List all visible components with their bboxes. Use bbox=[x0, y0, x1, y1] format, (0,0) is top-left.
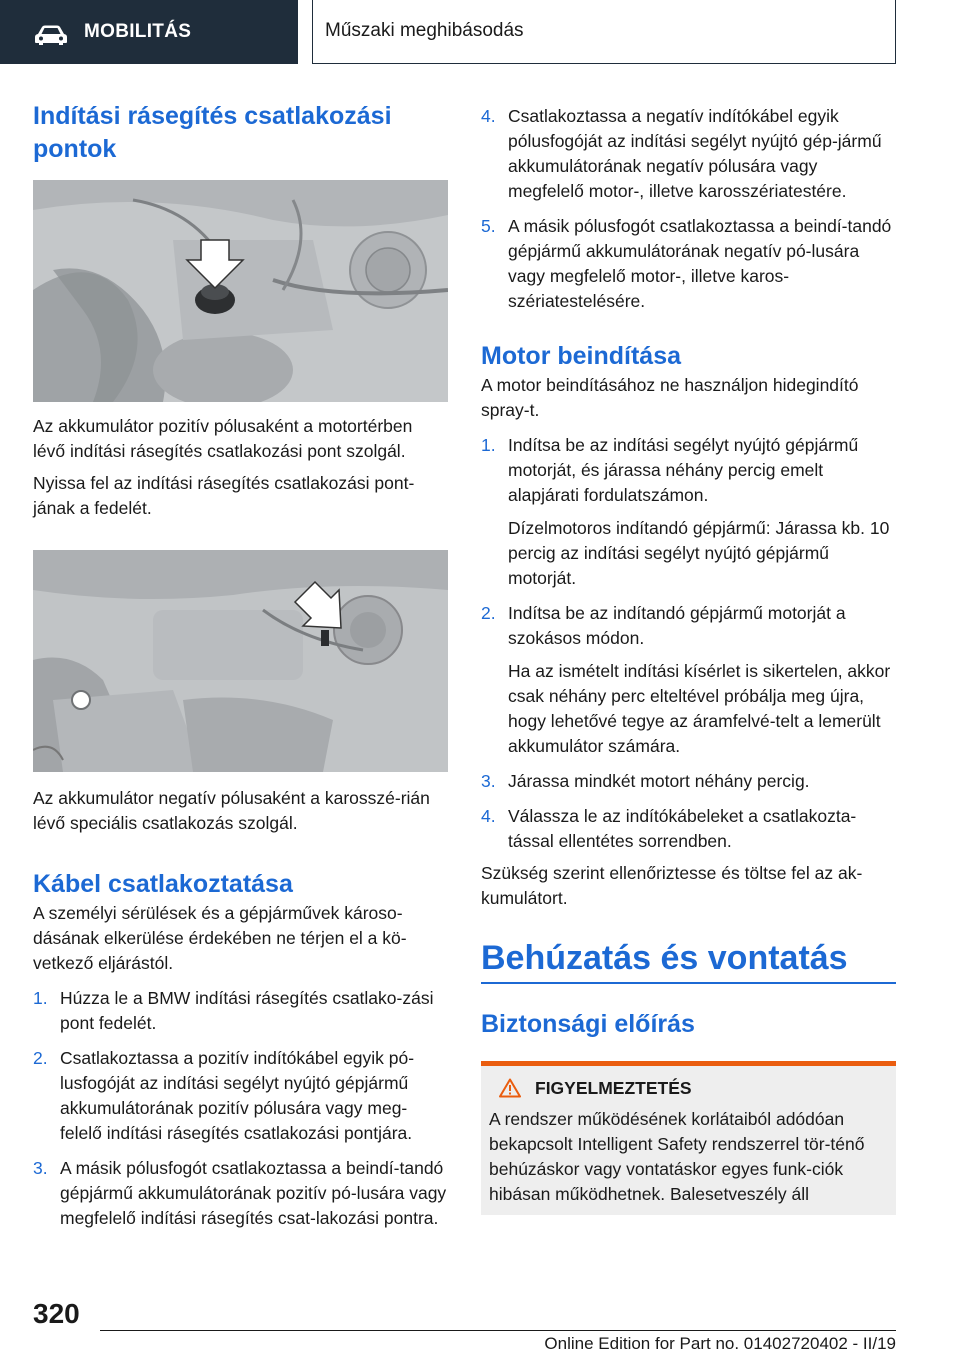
engine-start-intro: A motor beindításához ne használjon hidegindító spray-t. bbox=[481, 375, 859, 420]
engine-bay-negative-terminal-image bbox=[33, 550, 448, 772]
section-tab bbox=[0, 0, 298, 64]
engine-start-title: Motor beindítása bbox=[481, 342, 682, 370]
page-header bbox=[0, 0, 960, 66]
jump-start-points-title: Indítási rásegítés csatlakozási pontok bbox=[33, 102, 392, 163]
list-item: 4. Válassza le az indítókábeleket a csatlakozta-tással ellentétes sorrendben. bbox=[481, 806, 857, 851]
right-column bbox=[481, 104, 896, 1215]
positive-terminal-caption: Az akkumulátor pozitív pólusaként a motortérben lévő indítási rásegítés csatlakozási pont szolgál. bbox=[33, 416, 413, 461]
left-column bbox=[33, 100, 448, 1231]
towing-title: Behúzatás és vontatás bbox=[481, 939, 848, 977]
list-item: 2. Csatlakoztassa a pozitív indítókábel egyik pó-lusfogóját az indítási segélyt nyújtó gépjármű akkumulátorának pozitív pólusára vagy meg-felelő indítási rásegítés csatlakozási pontjára. bbox=[33, 1048, 415, 1143]
towing-divider bbox=[481, 982, 896, 984]
list-item: 4. Csatlakoztassa a negatív indítókábel egyik pólusfogóját az indítási segélyt nyújtó gép-jármű akkumulátorának negatív pólusára vagy megfelelő motor-, illetve karosszériatestére. bbox=[481, 106, 882, 201]
engine-illustration-1 bbox=[33, 180, 448, 402]
warning-label: FIGYELMEZTETÉS bbox=[535, 1077, 692, 1098]
footer-divider bbox=[100, 1330, 896, 1331]
engine-bay-positive-terminal-image bbox=[33, 180, 448, 402]
edition-note: Online Edition for Part no. 01402720402 - II/19 bbox=[544, 1334, 896, 1353]
cable-connection-title: Kábel csatlakoztatása bbox=[33, 870, 293, 898]
cable-steps-continued bbox=[481, 104, 896, 314]
list-item: 5. A másik pólusfogót csatlakoztassa a beindí-tandó gépjármű akkumulátorának negatív pó-lusára vagy megfelelő motor-, illetve karos-szériatestelésére. bbox=[481, 216, 892, 311]
warning-text: A rendszer működésének korlátaiból adódóan bekapcsolt Intelligent Safety rendszerrel tör-ténő behúzáskor vagy vontatáskor egyes funk-ciók hibásan működhetnek. Balesetveszély áll bbox=[489, 1108, 865, 1204]
list-item: 1. Indítsa be az indítási segélyt nyújtó gépjármű motorját, és járassa néhány percig emelt alapjárati fordulatszámon. Dízelmotoros indítandó gépjármű: Járassa kb. 10 percig az indítási segélyt nyújtó gépjármű motorját. bbox=[481, 435, 890, 588]
safety-title: Biztonsági előírás bbox=[481, 1009, 695, 1038]
battery-check-note: Szükség szerint ellenőriztesse és töltse fel az ak-kumulátort. bbox=[481, 863, 863, 908]
chapter-label: Műszaki meghibásodás bbox=[325, 20, 524, 41]
engine-start-steps bbox=[481, 433, 896, 854]
cable-steps-list bbox=[33, 986, 448, 1231]
section-label: MOBILITÁS bbox=[84, 21, 192, 42]
list-item: 2. Indítsa be az indítandó gépjármű motorját a szokásos módon. Ha az ismételt indítási kísérlet is sikertelen, akkor csak néhány perc elteltével próbálja meg újra, hogy lehetővé tegye az áramfelvé-telt a lemerült akkumulátor számára. bbox=[481, 603, 891, 756]
list-item: 3. A másik pólusfogót csatlakoztassa a beindí-tandó gépjármű akkumulátorának pozitív pó-lusára vagy megfelelő indítási rásegítés csat-lakozási pontra. bbox=[33, 1158, 447, 1228]
warning-box bbox=[481, 1061, 896, 1215]
open-cover-instruction: Nyissa fel az indítási rásegítés csatlakozási pont-jának a fedelét. bbox=[33, 473, 415, 518]
page-number: 320 bbox=[33, 1298, 80, 1329]
list-item: 1. Húzza le a BMW indítási rásegítés csatlako-zási pont fedelét. bbox=[33, 988, 434, 1033]
car-icon bbox=[34, 24, 68, 46]
warning-triangle-icon bbox=[499, 1078, 521, 1098]
negative-terminal-caption: Az akkumulátor negatív pólusaként a karosszé-rián lévő speciális csatlakozás szolgál. bbox=[33, 788, 430, 833]
chapter-box bbox=[312, 0, 896, 64]
list-item: 3. Járassa mindkét motort néhány percig. bbox=[481, 771, 810, 791]
engine-illustration-2 bbox=[33, 550, 448, 772]
warning-header bbox=[489, 1076, 888, 1101]
cable-connection-intro: A személyi sérülések és a gépjárművek károso-dásának elkerülése érdekében ne térjen el a kö-vetkező eljárástól. bbox=[33, 903, 407, 973]
